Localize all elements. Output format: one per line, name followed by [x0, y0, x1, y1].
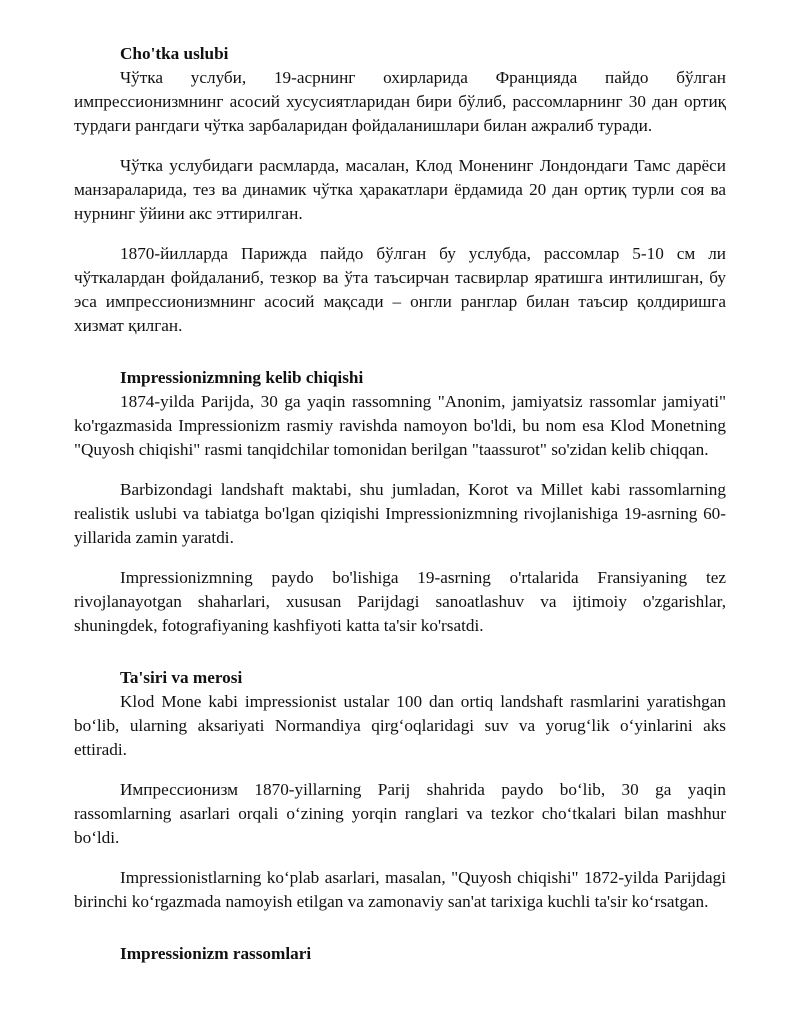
section-heading: Impressionizm rassomlari [120, 944, 312, 963]
document-page [74, 42, 726, 966]
section-tasiri-va-merosi [74, 666, 726, 914]
section-spacer [74, 354, 726, 366]
paragraph: 1874-yilda Parijda, 30 ga yaqin rassomning "Anonim, jamiyatsiz rassomlar jamiyati" ko'rgazmasida Impressionizm rasmiy ravishda namoyon bo'ldi, bu nom esa Klod Monetning "Quyosh chiqishi" rasmi tanqidchilar tomonidan berilgan "taassurot" so'zidan kelib chiqqan. [74, 392, 726, 459]
paragraph: Barbizondagi landshaft maktabi, shu jumladan, Korot va Millet kabi rassomlarning realistik uslubi va tabiatga bo'lgan qiziqishi Impressionizmning rivojlanishiga 19-asrning 60-yillarida zamin yaratdi. [74, 480, 726, 547]
section-rassomlari [74, 942, 726, 966]
paragraph: Impressionizmning paydo bo'lishiga 19-asrning o'rtalarida Fransiyaning tez rivojlanayotgan shaharlari, xususan Parijdagi sanoatlashuv va ijtimoiy o'zgarishlar, shuningdek, fotografiyaning kashfiyoti katta ta'sir ko'rsatdi. [74, 568, 726, 635]
section-spacer [74, 654, 726, 666]
section-chotka-uslubi [74, 42, 726, 338]
section-spacer [74, 930, 726, 942]
paragraph: 1870-йилларда Парижда пайдо бўлган бу услубда, рассомлар 5-10 см ли чўткалардан фойдаланиб, тезкор ва ўта таъсирчан тасвирлар яратишга интилишган, бу эса импрессионизмнинг асосий мақсади – онгли ранглар билан таъсир қолдиришга хизмат қилган. [74, 244, 726, 335]
paragraph: Impressionistlarning ko‘plab asarlari, masalan, "Quyosh chiqishi" 1872-yilda Parijdagi birinchi ko‘rgazmada namoyish etilgan va zamonaviy san'at tarixiga kuchli ta'sir ko‘rsatgan. [74, 868, 726, 911]
paragraph: Чўтка услуби, 19-асрнинг охирларида Францияда пайдо бўлган импрессионизмнинг асосий хусусиятларидан бири бўлиб, рассомларнинг 30 дан ортиқ турдаги рангдаги чўтка зарбаларидан фойдаланишлари билан ажралиб туради. [74, 68, 726, 135]
paragraph: Импрессионизм 1870-yillarning Parij shahrida paydo bo‘lib, 30 ga yaqin rassomlarning asarlari orqali o‘zining yorqin ranglari va tezkor cho‘tkalari bilan mashhur bo‘ldi. [74, 780, 726, 847]
section-kelib-chiqishi [74, 366, 726, 638]
section-heading: Ta'siri va merosi [120, 668, 243, 687]
section-heading: Cho'tka uslubi [120, 44, 229, 63]
paragraph: Чўтка услубидаги расмларда, масалан, Клод Моненинг Лондондаги Тамс дарёси манзараларида, тез ва динамик чўтка ҳаракатлари ёрдамида 20 дан ортиқ турли соя ва нурнинг ўйини акс эттирилган. [74, 156, 726, 223]
paragraph: Klod Mone kabi impressionist ustalar 100 dan ortiq landshaft rasmlarini yaratishgan bo‘lib, ularning aksariyati Normandiya qirg‘oqlaridagi suv va yorug‘lik o‘yinlarini aks ettiradi. [74, 692, 726, 759]
section-heading: Impressionizmning kelib chiqishi [120, 368, 364, 387]
